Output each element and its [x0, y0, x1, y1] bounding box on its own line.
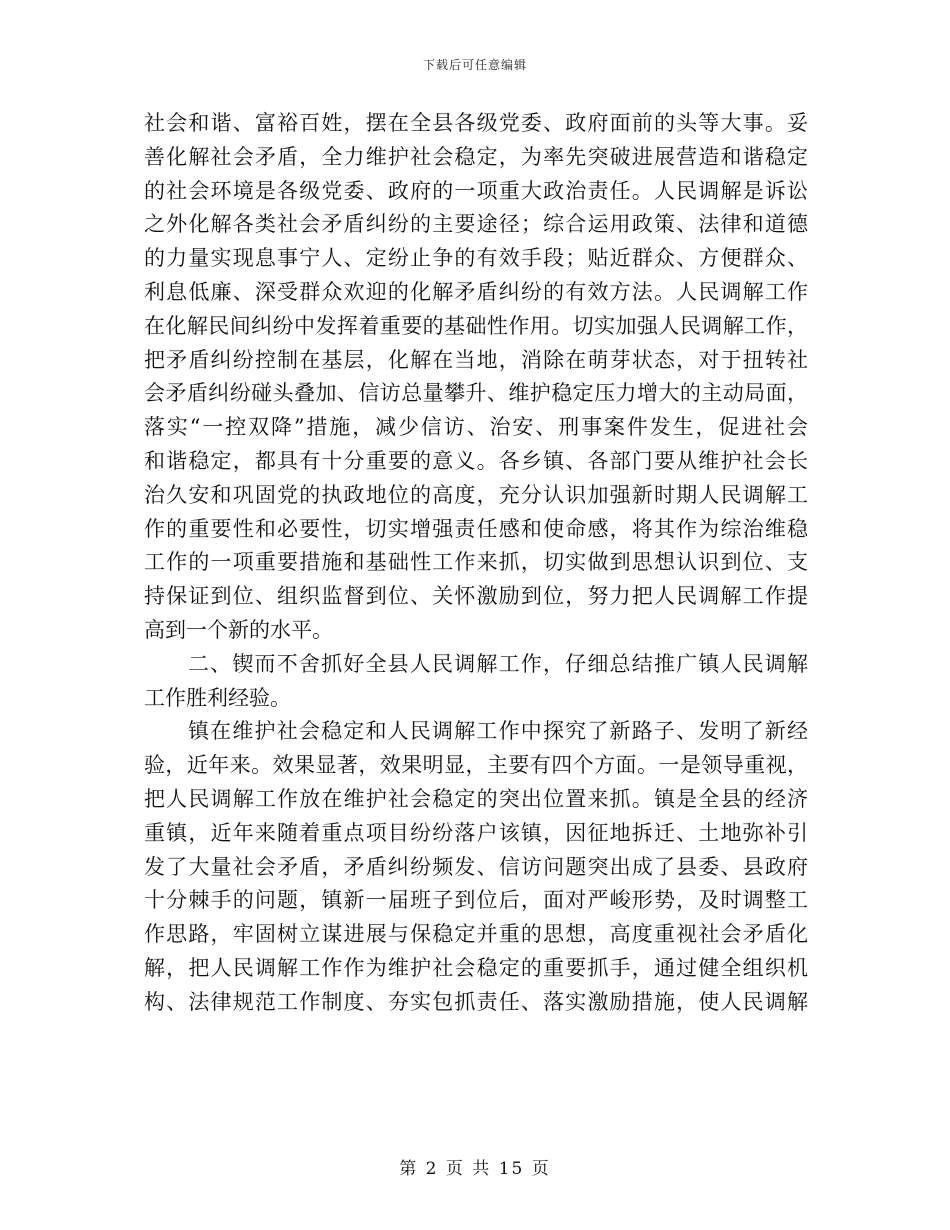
document-body	[144, 107, 808, 1020]
body-line: 的社会环境是各级党委、政府的一项重大政治责任。人民调解是诉讼	[144, 178, 808, 203]
page-header: 下载后可任意编辑	[422, 58, 527, 72]
section-heading-line: 二、锲而不舍抓好全县人民调解工作，仔细总结推广镇人民调解	[188, 651, 808, 676]
body-line: 会矛盾纠纷碰头叠加、信访总量攀升、维护稳定压力增大的主动局面，	[144, 381, 808, 406]
body-line: 落实“一控双降”措施，减少信访、治安、刑事案件发生，促进社会	[144, 415, 808, 440]
section-heading-line: 工作胜利经验。	[144, 685, 291, 710]
body-line: 作的重要性和必要性，切实增强责任感和使命感，将其作为综治维稳	[144, 516, 808, 541]
body-line: 持保证到位、组织监督到位、关怀激励到位，努力把人民调解工作提	[144, 584, 808, 609]
body-line: 重镇，近年来随着重点项目纷纷落户该镇，因征地拆迁、土地弥补引	[144, 820, 808, 845]
body-line: 工作的一项重要措施和基础性工作来抓，切实做到思想认识到位、支	[144, 550, 808, 575]
body-line: 高到一个新的水平。	[144, 617, 333, 642]
body-line: 在化解民间纠纷中发挥着重要的基础性作用。切实加强人民调解工作，	[144, 313, 808, 338]
body-line: 治久安和巩固党的执政地位的高度，充分认识加强新时期人民调解工	[144, 482, 808, 507]
body-line: 和谐稳定，都具有十分重要的意义。各乡镇、各部门要从维护社会长	[144, 448, 808, 473]
body-line: 作思路，牢固树立谋进展与保稳定并重的思想，高度重视社会矛盾化	[144, 922, 808, 947]
body-line: 镇在维护社会稳定和人民调解工作中探究了新路子、发明了新经	[188, 719, 808, 744]
body-line: 构、法律规范工作制度、夯实包抓责任、落实激励措施，使人民调解	[144, 989, 808, 1014]
body-line: 把矛盾纠纷控制在基层，化解在当地，消除在萌芽状态，对于扭转社	[144, 347, 808, 372]
body-line: 十分棘手的问题，镇新一届班子到位后，面对严峻形势，及时调整工	[144, 888, 808, 913]
body-line: 利息低廉、深受群众欢迎的化解矛盾纠纷的有效方法。人民调解工作	[144, 279, 808, 304]
body-line: 之外化解各类社会矛盾纠纷的主要途径；综合运用政策、法律和道德	[144, 212, 808, 237]
body-line: 善化解社会矛盾，全力维护社会稳定，为率先突破进展营造和谐稳定	[144, 144, 808, 169]
page-number-footer: 第 2 页 共 15 页	[399, 1159, 551, 1179]
body-line: 社会和谐、富裕百姓，摆在全县各级党委、政府面前的头等大事。妥	[144, 111, 808, 135]
body-line: 验，近年来。效果显著，效果明显，主要有四个方面。一是领导重视，	[144, 753, 808, 778]
body-line: 发了大量社会矛盾，矛盾纠纷频发、信访问题突出成了县委、县政府	[144, 854, 808, 879]
body-line: 把人民调解工作放在维护社会稳定的突出位置来抓。镇是全县的经济	[144, 786, 808, 811]
body-line: 的力量实现息事宁人、定纷止争的有效手段；贴近群众、方便群众、	[144, 246, 808, 271]
body-line: 解，把人民调解工作作为维护社会稳定的重要抓手，通过健全组织机	[144, 955, 808, 980]
